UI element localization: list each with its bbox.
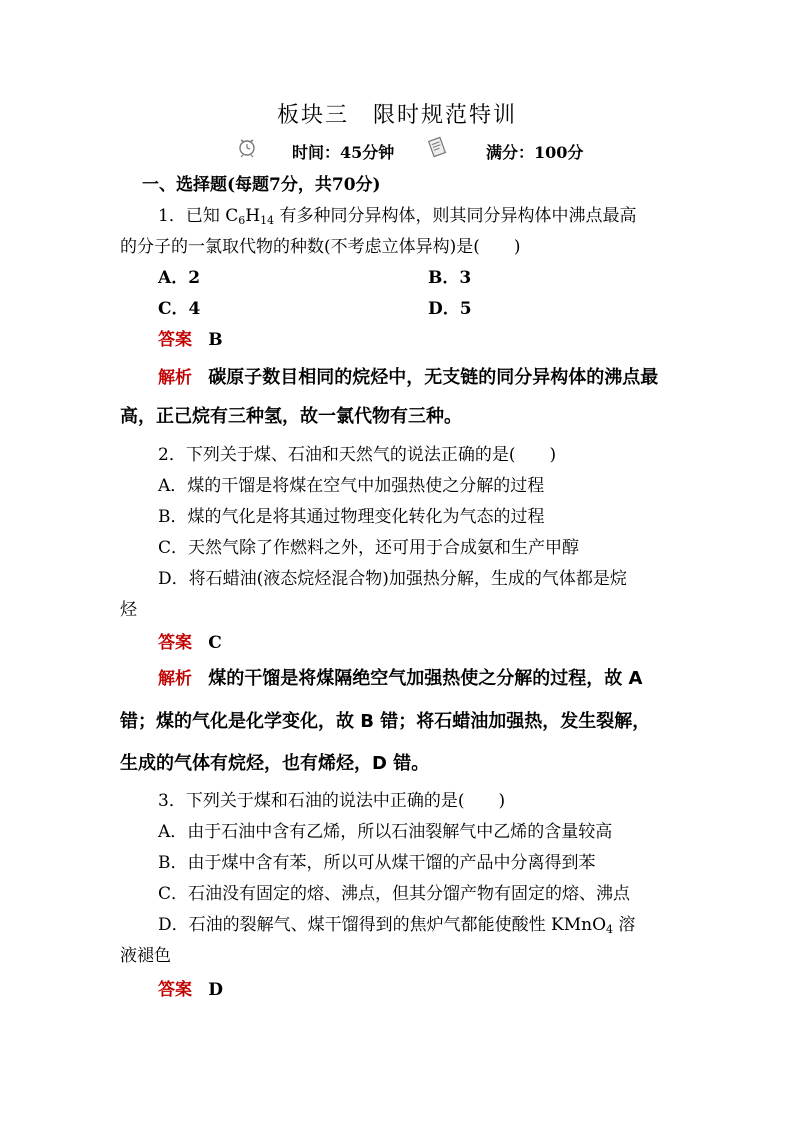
q3-option-a: A．由于石油中含有乙烯，所以石油裂解气中乙烯的含量较高 — [158, 822, 613, 842]
q2-analysis-line3: 生成的气体有烷烃，也有烯烃，D 错。 — [120, 753, 430, 774]
q1-stem-line2: 的分子的一氯取代物的种数(不考虑立体异构)是( ) — [120, 237, 521, 257]
q2-analysis-line1: 解析 煤的干馏是将煤隔绝空气加强热使之分解的过程，故 A — [158, 668, 643, 689]
q2-stem: 2．下列关于煤、石油和天然气的说法正确的是( ) — [158, 445, 557, 465]
q1-stem-line1: 1．已知 $C_6H_{14}$ 有多种同分异构体，则其同分异构体中沸点最高 — [158, 206, 637, 227]
score-sheet-icon — [426, 136, 448, 162]
section-heading: 一、选择题(每题7分，共70分) — [142, 175, 381, 195]
q1-analysis-line1: 解析 碳原子数目相同的烷烃中，无支链的同分异构体的沸点最 — [158, 367, 659, 388]
full-score: 满分：100分 — [486, 143, 584, 162]
q2-analysis-line2: 错；煤的气化是化学变化，故 B 错；将石蜡油加强热，发生裂解， — [120, 711, 651, 732]
q3-option-d-line1: D．石油的裂解气、煤干馏得到的焦炉气都能使酸性 KMnO$_4$ 溶 — [158, 915, 636, 936]
q2-option-d-line1: D．将石蜡油(液态烷烃混合物)加强热分解，生成的气体都是烷 — [158, 569, 627, 589]
q3-option-c: C．石油没有固定的熔、沸点，但其分馏产物有固定的熔、沸点 — [158, 884, 631, 904]
q3-option-b: B．由于煤中含有苯，所以可从煤干馏的产品中分离得到苯 — [158, 853, 596, 873]
q2-option-c: C．天然气除了作燃料之外，还可用于合成氨和生产甲醇 — [158, 538, 580, 558]
q1-answer: 答案 B — [158, 330, 223, 350]
q1-option-d: D．5 — [428, 299, 472, 319]
page-title: 板块三 限时规范特训 — [276, 103, 517, 128]
q2-option-d-line2: 烃 — [120, 600, 137, 620]
q2-option-b: B．煤的气化是将其通过物理变化转化为气态的过程 — [158, 507, 545, 527]
q1-option-b: B．3 — [428, 268, 472, 288]
q3-option-d-line2: 液褪色 — [120, 946, 171, 966]
q1-analysis-line2: 高，正己烷有三种氢，故一氯代物有三种。 — [120, 406, 462, 427]
q3-answer: 答案 D — [158, 980, 223, 1000]
q1-option-a: A．2 — [158, 268, 201, 288]
q2-answer: 答案 C — [158, 633, 222, 653]
q2-option-a: A．煤的干馏是将煤在空气中加强热使之分解的过程 — [158, 476, 545, 496]
q1-option-c: C．4 — [158, 299, 201, 319]
q3-stem: 3．下列关于煤和石油的说法中正确的是( ) — [158, 791, 506, 811]
alarm-clock-icon — [236, 136, 258, 162]
time-limit: 时间：45分钟 — [292, 143, 395, 162]
